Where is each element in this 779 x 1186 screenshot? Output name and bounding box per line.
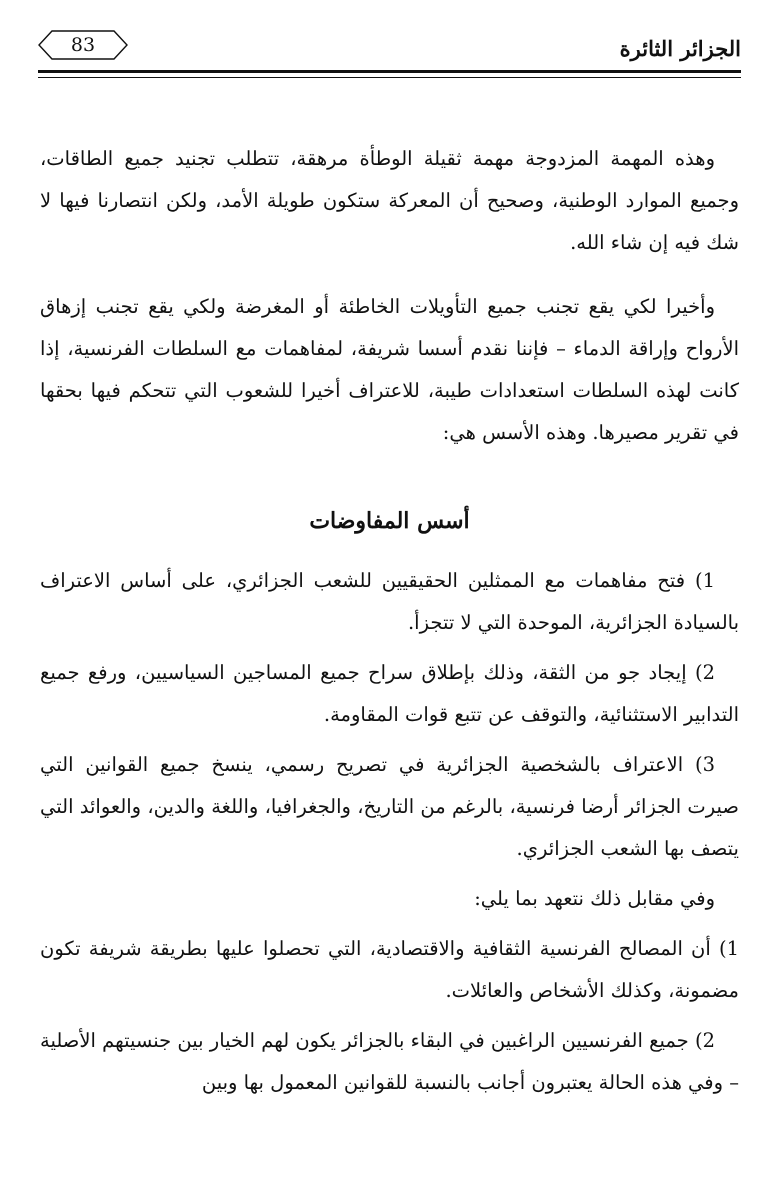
running-title: الجزائر الثائرة xyxy=(619,36,741,61)
section-heading: أسس المفاوضات xyxy=(309,508,470,534)
page-number-frame xyxy=(38,30,128,60)
list-item: 2) جميع الفرنسيين الراغبين في البقاء بالجزائر يكون لهم الخيار بين جنسيتهم الأصلية – وفي هذه الحالة يعتبرون أجانب بالنسبة للقوانين المعمول بها وبين xyxy=(40,1029,739,1094)
header-rule-thin xyxy=(38,77,741,78)
page-number: 83 xyxy=(70,34,96,56)
body-paragraph: وهذه المهمة المزدوجة مهمة ثقيلة الوطأة مرهقة، تتطلب تجنيد جميع الطاقات، وجميع الموارد الوطنية، وصحيح أن المعركة ستكون طويلة الأمد، ولكن انتصارنا فيها لا شك فيه إن شاء الله. xyxy=(40,147,739,254)
page-body xyxy=(40,138,739,1104)
list-item: 3) الاعتراف بالشخصية الجزائرية في تصريح رسمي، ينسخ جميع القوانين التي صيرت الجزائر أرضا فرنسية، بالرغم من التاريخ، والجغرافيا، واللغة والدين، والعوائد التي يتصف بها الشعب الجزائري. xyxy=(40,753,739,860)
page-header xyxy=(38,30,741,66)
header-rule-thick xyxy=(38,70,741,73)
list-item: 1) فتح مفاهمات مع الممثلين الحقيقيين للشعب الجزائري، على أساس الاعتراف بالسيادة الجزائرية، الموحدة التي لا تتجزأ. xyxy=(40,569,739,634)
list-item: 2) إيجاد جو من الثقة، وذلك بإطلاق سراح جميع المساجين السياسيين، ورفع جميع التدابير الاستثنائية، والتوقف عن تتبع قوات المقاومة. xyxy=(40,661,739,726)
commitments-intro: وفي مقابل ذلك نتعهد بما يلي: xyxy=(474,887,715,910)
list-item: 1) أن المصالح الفرنسية الثقافية والاقتصادية، التي تحصلوا عليها بطريقة شريفة تكون مضمونة، وكذلك الأشخاص والعائلات. xyxy=(40,937,739,1002)
body-paragraph: وأخيرا لكي يقع تجنب جميع التأويلات الخاطئة أو المغرضة ولكي يقع تجنب إزهاق الأرواح وإراقة الدماء – فإننا نقدم أسسا شريفة، لمفاهمات مع السلطات الفرنسية، إذا كانت لهذه السلطات استعدادات طيبة، للاعتراف أخيرا للشعوب التي تتحكم فيها بحقها في تقرير مصيرها. وهذه الأسس هي: xyxy=(40,295,739,444)
